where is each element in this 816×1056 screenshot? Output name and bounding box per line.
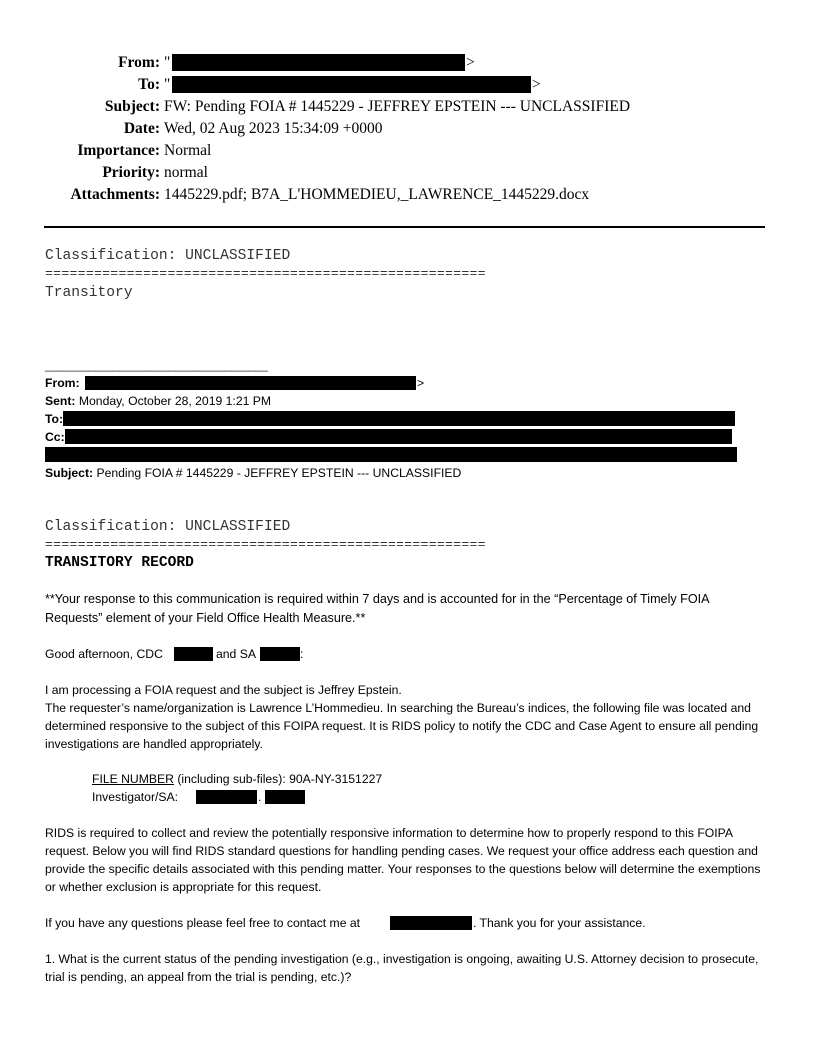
to-quote: " [164, 76, 171, 93]
fwd-subject-label: Subject: [45, 466, 94, 480]
investigator-label: Investigator/SA: [92, 790, 179, 804]
attachments-value: 1445229.pdf; B7A_L'HOMMEDIEU,_LAWRENCE_1445229.docx [164, 186, 590, 203]
body-separator: ====================================================== [45, 537, 486, 552]
para2: RIDS is required to collect and review the potentially responsive information to determine how to properly respond to this FOIPA request. Below you will find RIDS standard questions for handling pending cases. We request your office address each question and provide the specific details associated with this pending matter. Your responses to the questions below will determine the exemptions or whether exclusion is appropriate for this request. [45, 826, 761, 894]
redaction-block [174, 647, 213, 661]
contact-prefix: If you have any questions please feel free to contact me at [45, 916, 361, 930]
to-label: To: [138, 76, 160, 93]
response-notice: **Your response to this communication is required within 7 days and is accounted for in the “Percentage of Timely FOIA Requests” element of your Field Office Health Measure.** [45, 592, 709, 625]
para1-rest: The requester’s name/organization is Lawrence L’Hommedieu. In searching the Bureau’s indices, the following file was located and determined responsive to the subject of this FOIPA request. It is RIDS policy to notify the CDC and Case Agent to ensure all pending investigations are handled appropriately. [45, 701, 759, 751]
header-divider [44, 226, 765, 228]
file-number-row [92, 770, 382, 788]
fwd-to-label: To: [45, 412, 64, 426]
attachments-label: Attachments: [70, 186, 160, 203]
redaction-block [265, 790, 305, 804]
greeting-mid: and SA [216, 647, 256, 661]
fwd-cc-label: Cc: [45, 430, 65, 444]
contact-suffix: . Thank you for your assistance. [473, 916, 646, 930]
fwd-subject-value: Pending FOIA # 1445229 - JEFFREY EPSTEIN --- UNCLASSIFIED [96, 466, 462, 480]
top-separator: ====================================================== [45, 266, 486, 281]
subject-value: FW: Pending FOIA # 1445229 - JEFFREY EPSTEIN --- UNCLASSIFIED [164, 98, 631, 115]
greeting-suffix: : [300, 647, 304, 661]
fwd-from-label: From: [45, 376, 80, 390]
redaction-block [172, 54, 465, 71]
date-label: Date: [123, 120, 160, 137]
investigator-sep: . [258, 790, 262, 804]
redaction-block [260, 647, 300, 661]
priority-label: Priority: [102, 164, 160, 181]
fwd-cc-row [45, 428, 65, 446]
email-header [0, 52, 816, 212]
to-bracket: > [532, 76, 541, 93]
transitory-label: Transitory [45, 285, 133, 301]
from-label: From: [118, 54, 160, 71]
body-classification: Classification: UNCLASSIFIED [45, 519, 291, 535]
fwd-sent-label: Sent: [45, 394, 76, 408]
transitory-record-heading: TRANSITORY RECORD [45, 555, 194, 571]
greeting-prefix: Good afternoon, CDC [45, 647, 163, 661]
redaction-block [45, 447, 737, 462]
fwd-to-row [45, 410, 63, 428]
redaction-block [63, 411, 735, 426]
fwd-sent-value: Monday, October 28, 2019 1:21 PM [78, 394, 272, 408]
fwd-subject-row [45, 464, 461, 482]
date-value: Wed, 02 Aug 2023 15:34:09 +0000 [164, 120, 383, 137]
importance-label: Importance: [77, 142, 160, 159]
para1-line1: I am processing a FOIA request and the subject is Jeffrey Epstein. [45, 683, 402, 697]
file-number-label: FILE NUMBER [92, 772, 174, 786]
fwd-sent-row [45, 392, 271, 410]
redaction-block [172, 76, 531, 93]
priority-value: normal [164, 164, 208, 181]
from-quote: " [164, 54, 171, 71]
from-bracket: > [466, 54, 475, 71]
redaction-block [85, 376, 416, 390]
redaction-block [65, 429, 732, 444]
redaction-block [390, 916, 472, 930]
forward-divider: ____________________________________ [45, 358, 268, 372]
redaction-block [196, 790, 257, 804]
from-value [164, 52, 170, 74]
fwd-from-row [45, 374, 80, 392]
top-classification: Classification: UNCLASSIFIED [45, 248, 291, 264]
fwd-from-bracket: > [417, 376, 425, 390]
greeting [45, 645, 163, 663]
question-1: 1. What is the current status of the pending investigation (e.g., investigation is ongoing, awaiting U.S. Attorney decision to prosecute, trial is pending, an appeal from the trial is pending, etc.)? [45, 952, 759, 984]
file-number-value: (including sub-files): 90A-NY-3151227 [173, 772, 383, 786]
subject-label: Subject: [104, 98, 160, 115]
importance-value: Normal [164, 142, 212, 159]
